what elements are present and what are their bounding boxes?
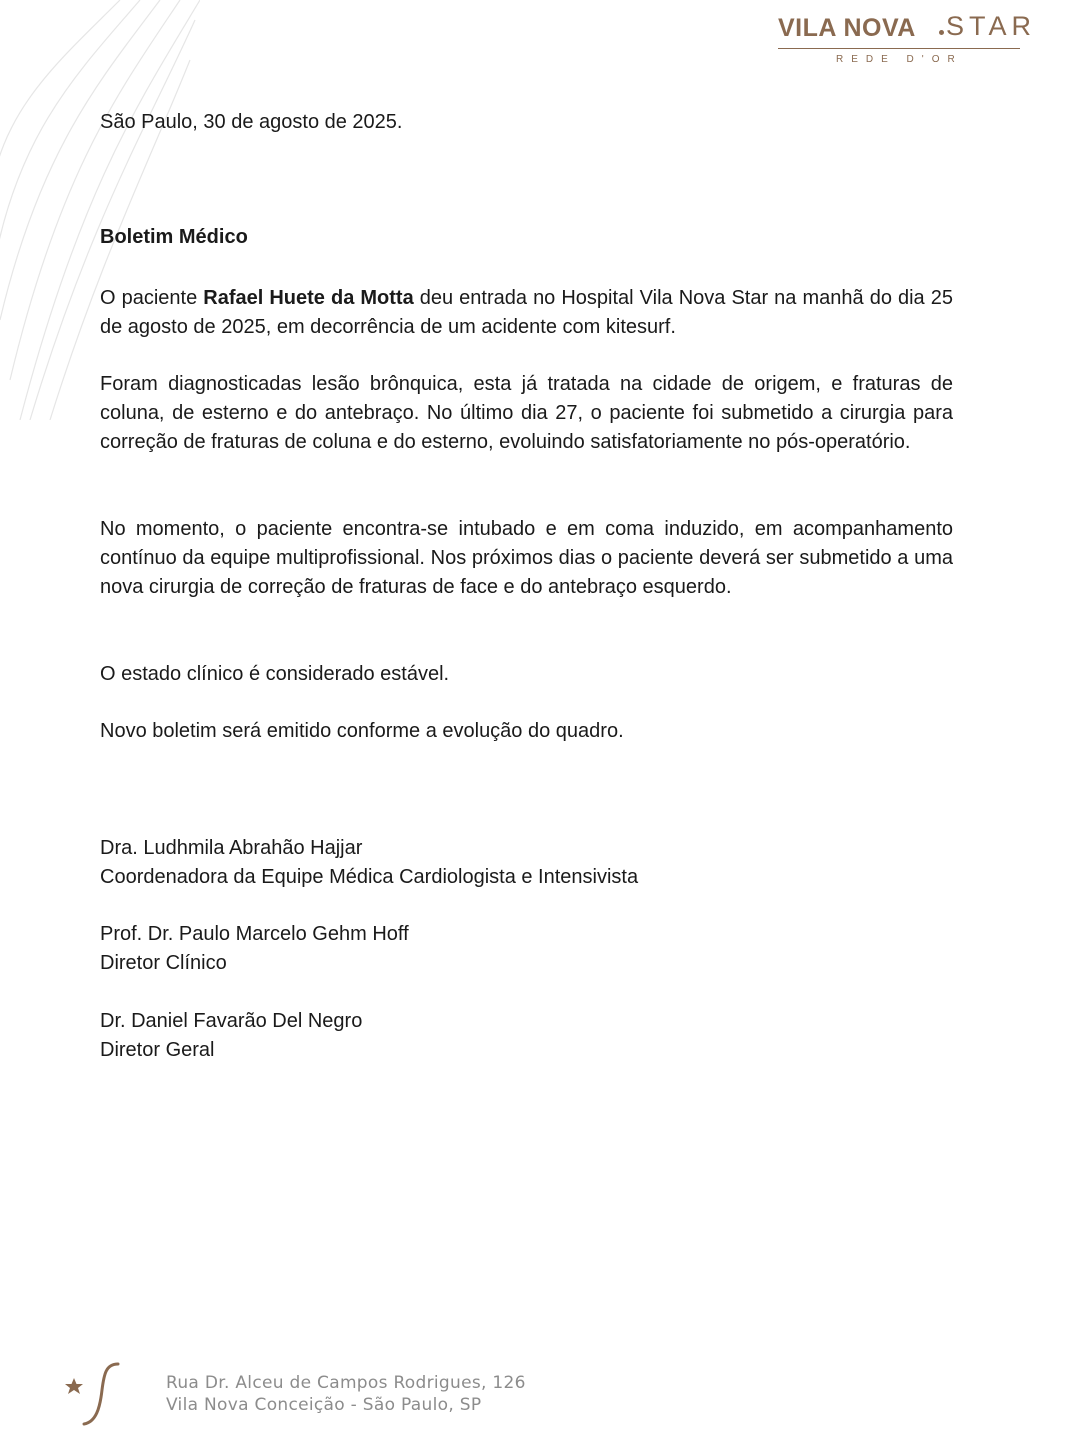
signature-name: Prof. Dr. Paulo Marcelo Gehm Hoff	[100, 923, 409, 945]
signature-role: Coordenadora da Equipe Médica Cardiologista e Intensivista	[100, 866, 639, 888]
logo-star-text: STAR	[946, 11, 1037, 41]
signature-block-3	[100, 1007, 362, 1065]
p5-text: Novo boletim será emitido conforme a evolução do quadro.	[100, 720, 624, 742]
star-swash-icon	[62, 1360, 126, 1428]
hospital-logo	[776, 8, 1037, 65]
p1-before: O paciente	[100, 287, 204, 309]
paragraph-diagnosis	[100, 370, 953, 457]
document-date: São Paulo, 30 de agosto de 2025.	[100, 111, 403, 133]
p3-text: No momento, o paciente encontra-se intubado e em coma induzido, em acompanhamento contínuo da equipe multiprofissional. Nos próximos dias o paciente deverá ser submetido a uma nova cirurgia de correção de fraturas de face e do antebraço esquerdo.	[100, 518, 953, 598]
footer-address	[166, 1372, 526, 1416]
signature-name: Dr. Daniel Favarão Del Negro	[100, 1010, 363, 1032]
patient-name: Rafael Huete da Motta	[203, 287, 414, 309]
signature-role: Diretor Geral	[100, 1039, 215, 1061]
paragraph-admission	[100, 284, 953, 342]
signature-block-2	[100, 920, 409, 978]
signature-name: Dra. Ludhmila Abrahão Hajjar	[100, 837, 363, 859]
address-line-2: Vila Nova Conceição - São Paulo, SP	[166, 1395, 482, 1415]
signature-block-1	[100, 834, 638, 892]
document-title: Boletim Médico	[100, 226, 248, 248]
address-line-1: Rua Dr. Alceu de Campos Rodrigues, 126	[166, 1373, 526, 1393]
paragraph-next-bulletin	[100, 717, 953, 746]
p2-text: Foram diagnosticadas lesão brônquica, esta já tratada na cidade de origem, e fraturas de coluna, de esterno e do antebraço. No último dia 27, o paciente foi submetido a cirurgia para correção de fraturas de coluna e do esterno, evoluindo satisfatoriamente no pós-operatório.	[100, 373, 953, 453]
paragraph-stable	[100, 660, 953, 689]
p4-text: O estado clínico é considerado estável.	[100, 663, 450, 685]
logo-divider	[778, 48, 1020, 49]
logo-subtitle: REDE D'OR	[836, 54, 963, 65]
decorative-wave-lines	[0, 0, 200, 420]
logo-main-text: VILA NOVA	[778, 14, 916, 42]
signature-role: Diretor Clínico	[100, 952, 227, 974]
logo-dot-icon	[939, 30, 944, 35]
paragraph-current-status	[100, 515, 953, 602]
p1-after: deu entrada no Hospital Vila Nova Star na manhã do dia 25 de agosto de 2025, em decorrência de um acidente com kitesurf.	[100, 287, 953, 338]
